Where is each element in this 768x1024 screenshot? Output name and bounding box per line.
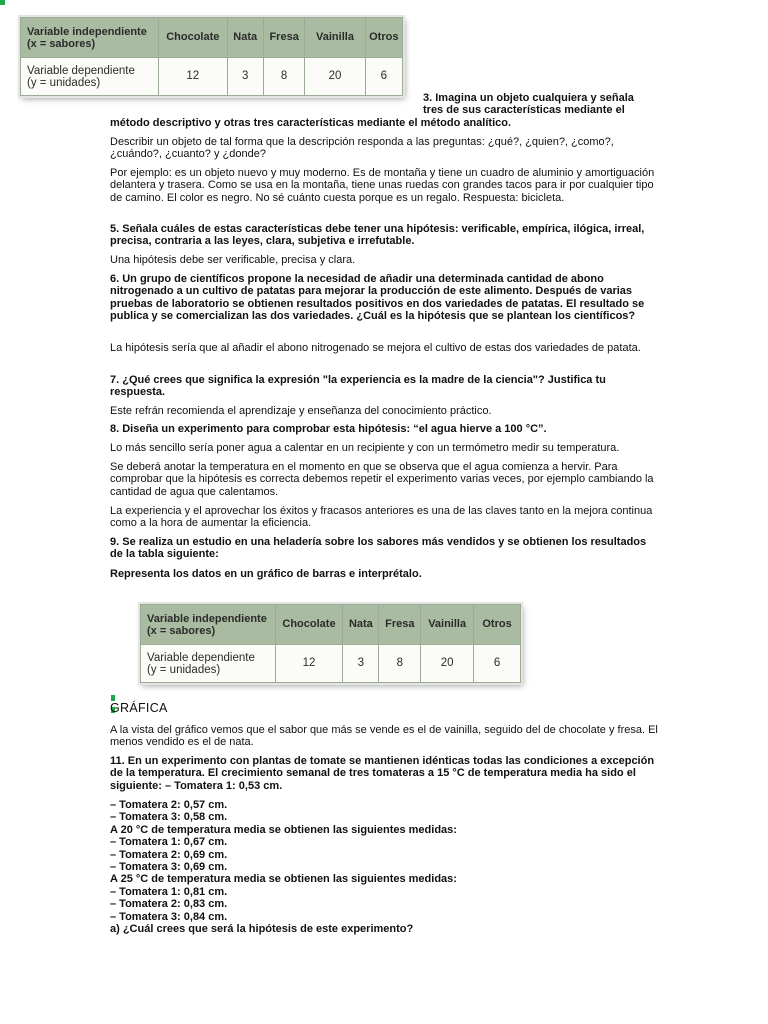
table-cell: 6 — [365, 58, 402, 96]
column-header: Fresa — [263, 18, 305, 58]
q5-answer: Una hipótesis debe ser verificable, precisa y clara. — [110, 254, 356, 266]
q11-question: 11. En un experimento con plantas de tomate se mantienen idénticas todas las condiciones a excepción de la temperatura. El crecimiento semanal de tres tomateras a 15 °C de temperatura media ha sido el siguiente: – Tomatera 1: 0,53 cm. — [110, 755, 655, 792]
column-header: Otros — [365, 18, 402, 58]
q8-answer-3: La experiencia y el aprovechar los éxitos y fracasos anteriores es una de las claves tanto en la mejora continua como a la hora de aumentar la eficiencia. — [110, 505, 653, 530]
independent-variable-label: Variable independiente (x = sabores) — [141, 605, 276, 645]
column-header: Chocolate — [159, 18, 228, 58]
table-cell: 6 — [474, 645, 521, 683]
grafica-text: A la vista del gráfico vemos que el sabor que más se vende es el de vainilla, seguido del de chocolate y fresa. El menos vendido es el de nata. — [110, 724, 658, 749]
q11-line: a) ¿Cuál crees que será la hipótesis de este experimento? — [110, 923, 414, 936]
q3-title-line1: 3. Imagina un objeto cualquiera y señala — [423, 92, 634, 104]
q7-answer: Este refrán recomienda el aprendizaje y enseñanza del conocimiento práctico. — [110, 405, 492, 417]
q3-answer-2: Por ejemplo: es un objeto nuevo y muy moderno. Es de montaña y tiene un cuadro de aluminio y amortiguación delantera y trasera. Como se usa en la montaña, tiene unas ruedas con grandes tacos para ir por cualquier tipo de camino. El color es negro. No sé cuánto cuesta porque es un regalo. Respuesta: bicicleta. — [110, 167, 655, 204]
q11-line: – Tomatera 3: 0,58 cm. — [110, 811, 228, 824]
q11-line: – Tomatera 2: 0,69 cm. — [110, 848, 228, 861]
table-header-row — [21, 18, 403, 58]
q11-line: – Tomatera 1: 0,67 cm. — [110, 836, 228, 849]
q6-answer: La hipótesis sería que al añadir el abono nitrogenado se mejora el cultivo de estas dos variedades de patata. — [110, 342, 641, 354]
q11-line: A 20 °C de temperatura media se obtienen las siguientes medidas: — [110, 823, 457, 836]
flavors-table-top — [20, 17, 403, 96]
q8-question: 8. Diseña un experimento para comprobar esta hipótesis: “el agua hierve a 100 °C”. — [110, 423, 547, 435]
table-cell: 12 — [159, 58, 228, 96]
table-cell: 3 — [227, 58, 263, 96]
q6-question: 6. Un grupo de científicos propone la necesidad de añadir una determinada cantidad de abono nitrogenado a un cultivo de patatas para mejorar la producción de este alimento. Después de varias pruebas de laboratorio se obtienen resultados positivos en dos variedades de patatas. El resultado se publica y se comercializan las dos variedades. ¿Cuál es la hipótesis que se plantean los científicos? — [110, 273, 645, 323]
grafica-heading: GRÁFICA — [110, 701, 168, 715]
q5-question: 5. Señala cuáles de estas características debe tener una hipótesis: verificable, empírica, ilógica, irreal, precisa, contraria a las leyes, clara, subjetiva e irrefutable. — [110, 223, 645, 248]
column-header: Nata — [227, 18, 263, 58]
dependent-variable-label: Variable dependiente (y = unidades) — [21, 58, 159, 96]
q3-answer-1: Describir un objeto de tal forma que la descripción responda a las preguntas: ¿qué?, ¿quien?, ¿como?, ¿cuándo?, ¿cuanto? y ¿donde? — [110, 136, 614, 161]
q11-line: – Tomatera 1: 0,81 cm. — [110, 885, 228, 898]
column-header: Otros — [474, 605, 521, 645]
corner-marker — [0, 0, 5, 5]
table-cell: 12 — [275, 645, 343, 683]
column-header: Nata — [343, 605, 379, 645]
q11-line: A 25 °C de temperatura media se obtienen las siguientes medidas: — [110, 873, 457, 886]
q8-answer-1: Lo más sencillo sería poner agua a calentar en un recipiente y con un termómetro medir su temperatura. — [110, 442, 620, 454]
column-header: Vainilla — [421, 605, 474, 645]
q11-measurements — [110, 799, 660, 935]
grafica-marker-icon — [111, 692, 120, 698]
table-cell: 3 — [343, 645, 379, 683]
flavors-table-bottom — [140, 604, 521, 683]
table-cell: 20 — [421, 645, 474, 683]
table-cell: 8 — [263, 58, 305, 96]
table-cell: 20 — [305, 58, 365, 96]
q11-line: – Tomatera 3: 0,84 cm. — [110, 910, 228, 923]
q9-instruction: Representa los datos en un gráfico de barras e interprétalo. — [110, 568, 422, 580]
q7-question: 7. ¿Qué crees que significa la expresión "la experiencia es la madre de la ciencia"? Justifica tu respuesta. — [110, 374, 606, 399]
q11-line: – Tomatera 3: 0,69 cm. — [110, 861, 228, 874]
dependent-variable-label: Variable dependiente (y = unidades) — [141, 645, 276, 683]
q3-title-line3: método descriptivo y otras tres características mediante el método analítico. — [110, 117, 512, 129]
q11-line: – Tomatera 2: 0,83 cm. — [110, 898, 228, 911]
column-header: Vainilla — [305, 18, 365, 58]
q11-line: – Tomatera 2: 0,57 cm. — [110, 799, 228, 811]
column-header: Fresa — [379, 605, 421, 645]
q9-question: 9. Se realiza un estudio en una heladería sobre los sabores más vendidos y se obtienen los resultados de la tabla siguiente: — [110, 536, 647, 561]
table-cell: 8 — [379, 645, 421, 683]
table-header-row — [141, 605, 521, 645]
q8-answer-2: Se deberá anotar la temperatura en el momento en que se observa que el agua comienza a hervir. Para comprobar que la hipótesis es correcta debemos repetir el experimento varias veces, por ejemplo cambiando la cantidad de agua que calentamos. — [110, 461, 654, 498]
table-values-row — [141, 645, 521, 683]
table-values-row — [21, 58, 403, 96]
q3-title-line2: tres de sus características mediante el — [423, 104, 625, 116]
independent-variable-label: Variable independiente (x = sabores) — [21, 18, 159, 58]
column-header: Chocolate — [275, 605, 343, 645]
